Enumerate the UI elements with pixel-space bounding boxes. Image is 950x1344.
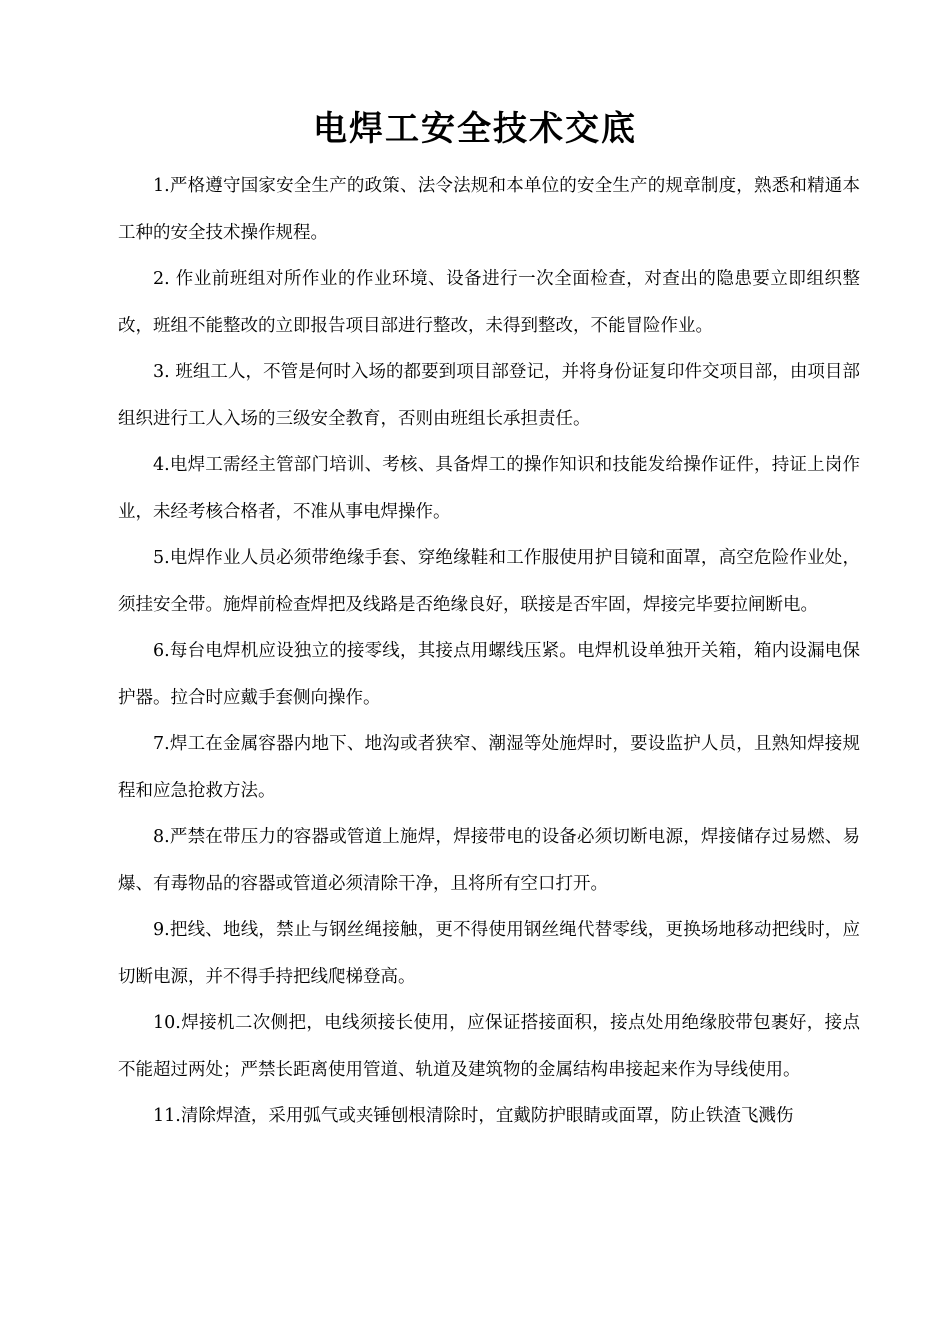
paragraph-item-9: 9.把线、地线，禁止与钢丝绳接触，更不得使用钢丝绳代替零线，更换场地移动把线时，应切断电源，并不得手持把线爬梯登高。 — [118, 920, 860, 987]
paragraph-item-4: 4.电焊工需经主管部门培训、考核、具备焊工的操作知识和技能发给操作证件，持证上岗作业，未经考核合格者，不准从事电焊操作。 — [118, 455, 860, 522]
paragraph-item-3: 3. 班组工人，不管是何时入场的都要到项目部登记，并将身份证复印件交项目部，由项目部组织进行工人入场的三级安全教育，否则由班组长承担责任。 — [118, 362, 860, 429]
paragraph-item-1: 1.严格遵守国家安全生产的政策、法令法规和本单位的安全生产的规章制度，熟悉和精通本工种的安全技术操作规程。 — [118, 176, 860, 243]
paragraph-item-5: 5.电焊作业人员必须带绝缘手套、穿绝缘鞋和工作服使用护目镜和面罩，高空危险作业处，须挂安全带。施焊前检查焊把及线路是否绝缘良好，联接是否牢固，焊接完毕要拉闸断电。 — [118, 548, 860, 615]
paragraph-item-8: 8.严禁在带压力的容器或管道上施焊，焊接带电的设备必须切断电源，焊接储存过易燃、易爆、有毒物品的容器或管道必须清除干净，且将所有空口打开。 — [118, 827, 860, 894]
paragraph-item-6: 6.每台电焊机应设独立的接零线，其接点用螺线压紧。电焊机设单独开关箱，箱内设漏电保护器。拉合时应戴手套侧向操作。 — [118, 641, 860, 708]
paragraph-item-11: 11.清除焊渣，采用弧气或夹锤刨根清除时，宜戴防护眼睛或面罩，防止铁渣飞溅伤 — [153, 1106, 794, 1126]
paragraph-item-2: 2. 作业前班组对所作业的作业环境、设备进行一次全面检查，对查出的隐患要立即组织整改，班组不能整改的立即报告项目部进行整改，未得到整改，不能冒险作业。 — [118, 269, 860, 336]
paragraph-item-7: 7.焊工在金属容器内地下、地沟或者狭窄、潮湿等处施焊时，要设监护人员，且熟知焊接规程和应急抢救方法。 — [118, 734, 860, 801]
paragraph-item-10: 10.焊接机二次侧把，电线须接长使用，应保证搭接面积，接点处用绝缘胶带包裹好，接点不能超过两处；严禁长距离使用管道、轨道及建筑物的金属结构串接起来作为导线使用。 — [118, 1013, 860, 1080]
document-body — [118, 163, 860, 1140]
document-title: 电焊工安全技术交底 — [313, 109, 637, 149]
